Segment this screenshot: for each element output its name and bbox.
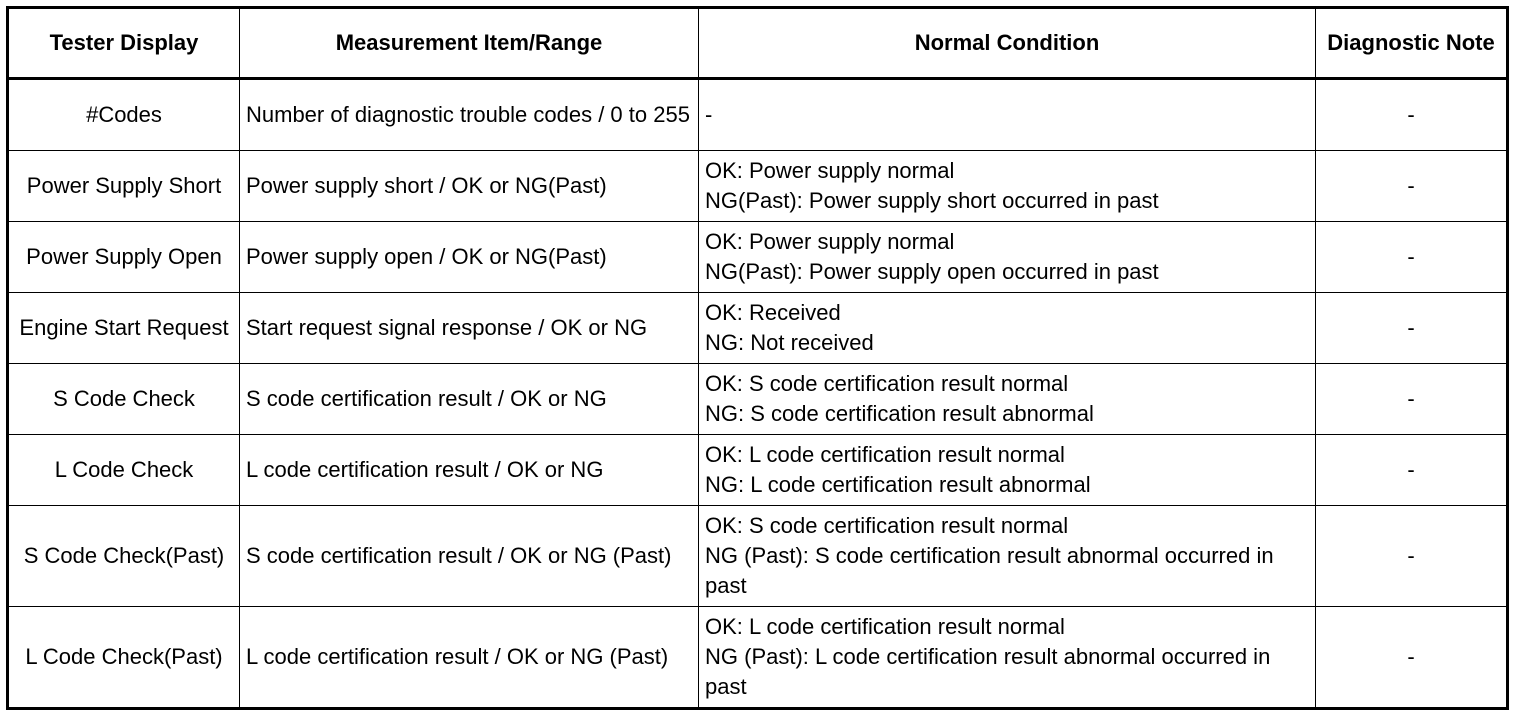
header-row bbox=[8, 8, 1508, 79]
data-list-table-container bbox=[6, 6, 1509, 710]
measurement-item-cell: L code certification result / OK or NG (Past) bbox=[240, 607, 699, 709]
header-measurement-item: Measurement Item/Range bbox=[240, 8, 699, 79]
condition-line: NG(Past): Power supply open occurred in past bbox=[705, 259, 1159, 284]
diagnostic-note-cell: - bbox=[1316, 506, 1508, 607]
table-row bbox=[8, 435, 1508, 506]
condition-line: NG(Past): Power supply short occurred in past bbox=[705, 188, 1159, 213]
normal-condition-cell bbox=[699, 364, 1316, 435]
tester-display-cell: Engine Start Request bbox=[8, 293, 240, 364]
measurement-item-cell: Power supply short / OK or NG(Past) bbox=[240, 151, 699, 222]
condition-line: OK: Received bbox=[705, 300, 841, 325]
diagnostic-note-cell: - bbox=[1316, 435, 1508, 506]
condition-line: OK: S code certification result normal bbox=[705, 513, 1069, 538]
tester-display-cell: S Code Check bbox=[8, 364, 240, 435]
diagnostic-note-cell: - bbox=[1316, 293, 1508, 364]
tester-display-cell: #Codes bbox=[8, 79, 240, 151]
measurement-item-cell: Start request signal response / OK or NG bbox=[240, 293, 699, 364]
diagnostic-note-cell: - bbox=[1316, 607, 1508, 709]
normal-condition-cell bbox=[699, 607, 1316, 709]
data-list-table bbox=[6, 6, 1509, 710]
normal-condition-cell bbox=[699, 222, 1316, 293]
table-row bbox=[8, 79, 1508, 151]
diagnostic-note-cell: - bbox=[1316, 364, 1508, 435]
tester-display-cell: Power Supply Short bbox=[8, 151, 240, 222]
normal-condition-cell bbox=[699, 79, 1316, 151]
condition-line: OK: L code certification result normal bbox=[705, 442, 1065, 467]
measurement-item-cell: L code certification result / OK or NG bbox=[240, 435, 699, 506]
tester-display-cell: S Code Check(Past) bbox=[8, 506, 240, 607]
header-tester-display: Tester Display bbox=[8, 8, 240, 79]
table-row bbox=[8, 151, 1508, 222]
diagnostic-note-cell: - bbox=[1316, 79, 1508, 151]
measurement-item-cell: S code certification result / OK or NG bbox=[240, 364, 699, 435]
condition-line: OK: Power supply normal bbox=[705, 158, 955, 183]
condition-line: - bbox=[705, 102, 713, 127]
condition-line: NG: L code certification result abnormal bbox=[705, 472, 1091, 497]
header-diagnostic-note: Diagnostic Note bbox=[1316, 8, 1508, 79]
tester-display-cell: L Code Check bbox=[8, 435, 240, 506]
normal-condition-cell bbox=[699, 506, 1316, 607]
condition-line: OK: L code certification result normal bbox=[705, 614, 1065, 639]
condition-line: OK: Power supply normal bbox=[705, 229, 955, 254]
diagnostic-note-cell: - bbox=[1316, 222, 1508, 293]
diagnostic-note-cell: - bbox=[1316, 151, 1508, 222]
measurement-item-cell: Number of diagnostic trouble codes / 0 to 255 bbox=[240, 79, 699, 151]
condition-line: OK: S code certification result normal bbox=[705, 371, 1069, 396]
condition-line: NG: Not received bbox=[705, 330, 874, 355]
normal-condition-cell bbox=[699, 151, 1316, 222]
normal-condition-cell bbox=[699, 435, 1316, 506]
table-row bbox=[8, 364, 1508, 435]
header-normal-condition: Normal Condition bbox=[699, 8, 1316, 79]
normal-condition-cell bbox=[699, 293, 1316, 364]
measurement-item-cell: S code certification result / OK or NG (Past) bbox=[240, 506, 699, 607]
table-row bbox=[8, 222, 1508, 293]
table-row bbox=[8, 607, 1508, 709]
condition-line: NG: S code certification result abnormal bbox=[705, 401, 1094, 426]
tester-display-cell: L Code Check(Past) bbox=[8, 607, 240, 709]
table-row bbox=[8, 293, 1508, 364]
condition-line: NG (Past): L code certification result abnormal occurred in past bbox=[705, 644, 1271, 699]
tester-display-cell: Power Supply Open bbox=[8, 222, 240, 293]
condition-line: NG (Past): S code certification result abnormal occurred in past bbox=[705, 543, 1274, 598]
table-row bbox=[8, 506, 1508, 607]
measurement-item-cell: Power supply open / OK or NG(Past) bbox=[240, 222, 699, 293]
